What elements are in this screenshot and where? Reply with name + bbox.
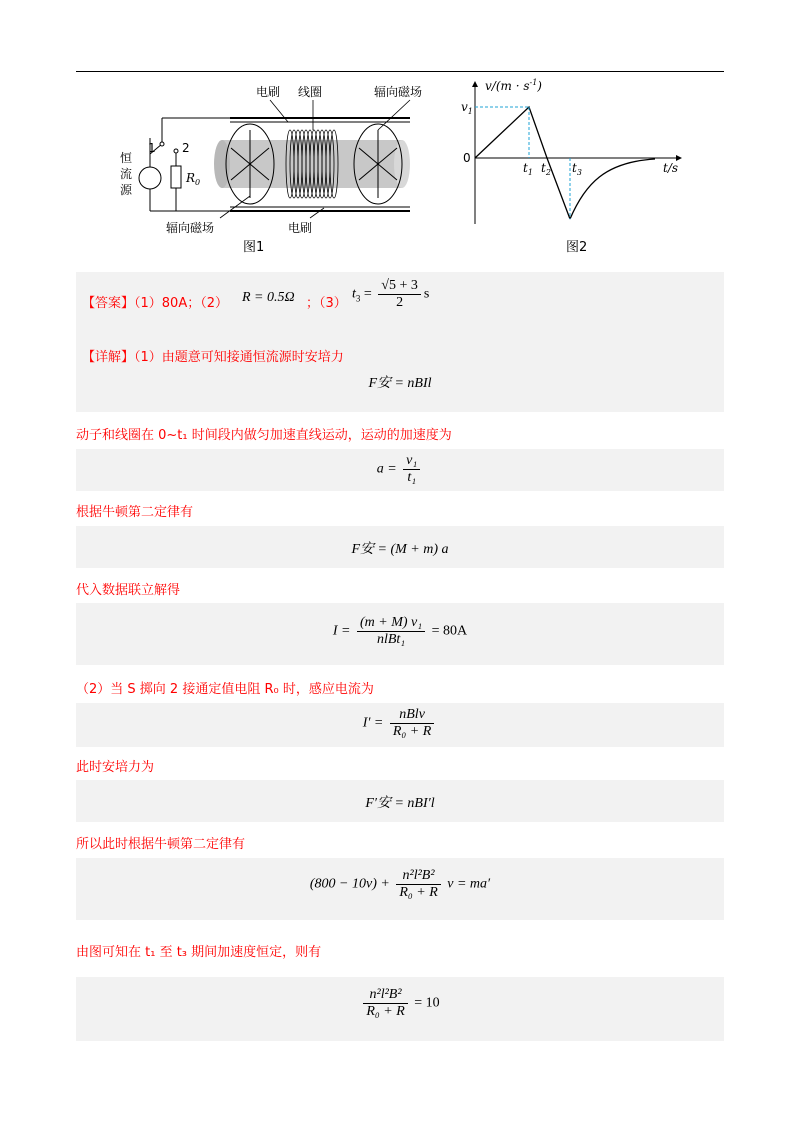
text-line-5: （2）当 S 掷向 2 接通定值电阻 R₀ 时，感应电流为 <box>76 682 374 697</box>
equation-1: F安 = nBIl <box>368 376 432 391</box>
label-resistor: $R_0$ <box>186 171 201 187</box>
answer-line <box>82 292 228 311</box>
text-line-7: 所以此时根据牛顿第二定律有 <box>76 837 246 852</box>
equation-6: F′安 = nBI′l <box>365 796 435 811</box>
figure-2-caption: 图2 <box>566 240 588 255</box>
y-tick-v1: $v_1$ <box>461 100 473 116</box>
label-switch-1: 1 <box>148 141 156 155</box>
x-tick-t3: $t_3$ <box>572 161 582 177</box>
equation-box-2 <box>76 449 724 491</box>
y-axis-label: $v/(m \cdot s^{-1})$ <box>485 78 542 93</box>
x-axis-label: t/s <box>663 161 679 175</box>
answer-part3-eq: $t_3$ = $\frac{√5 + 3}{2}$ s <box>352 278 430 310</box>
answer-part2-eq: R = 0.5Ω <box>242 290 295 305</box>
figure-1 <box>110 78 440 256</box>
label-radial-field-bottom: 辐向磁场 <box>166 221 215 235</box>
text-line-4: 代入数据联立解得 <box>76 583 181 598</box>
label-coil: 线圈 <box>298 85 323 99</box>
label-switch-2: 2 <box>182 141 190 155</box>
equation-box-8 <box>76 977 724 1041</box>
label-source: 恒流源 <box>120 151 133 197</box>
equation-box-3 <box>76 526 724 568</box>
equation-box-7 <box>76 858 724 920</box>
equation-4: I = $\frac{\text{(m + M) v₁}}{\text{nlBt₁}}$ = 80A <box>332 615 468 647</box>
detail-tag: 【详解】 <box>82 350 135 365</box>
figure-1-diagram <box>110 78 440 256</box>
label-radial-field-top: 辐向磁场 <box>374 85 423 99</box>
equation-7: (800 − 10v) + $\frac{\text{n²l²B²}}{\text{R₀ + R}}$ v = ma′ <box>309 868 491 900</box>
text-line-3: 根据牛顿第二定律有 <box>76 505 194 520</box>
figure-1-caption: 图1 <box>243 240 265 255</box>
resistor-icon <box>171 166 181 188</box>
equation-box-5 <box>76 703 724 747</box>
x-tick-t1: $t_1$ <box>523 161 533 177</box>
answer-part1: （1）80A；（2） <box>134 296 228 311</box>
cylinder <box>222 140 402 188</box>
answer-part2-sep: ；（3） <box>306 296 347 311</box>
equation-box-4 <box>76 603 724 665</box>
figure-2 <box>455 74 695 234</box>
x-tick-t2: $t_2$ <box>541 161 551 177</box>
answer-box <box>76 272 724 412</box>
equation-2: a = $\frac{\text{v₁}}{\text{t₁}}$ <box>76 453 724 486</box>
answer-tag: 【答案】 <box>82 296 135 311</box>
figure-2-graph <box>455 74 695 234</box>
text-line-8: 由图可知在 t₁ 至 t₃ 期间加速度恒定，则有 <box>76 945 322 960</box>
text-line-2: 动子和线圈在 0~t₁ 时间段内做匀加速直线运动，运动的加速度为 <box>76 428 452 443</box>
equation-3: F安 = (M + m) a <box>351 542 449 557</box>
current-source-icon <box>139 167 161 189</box>
label-brush-bottom: 电刷 <box>288 221 313 235</box>
equation-5: I′ = $\frac{\text{nBlv}}{\text{R₀ + R}}$ <box>76 707 724 740</box>
text-line-6: 此时安培力为 <box>76 760 155 775</box>
label-brush-top: 电刷 <box>256 85 281 99</box>
equation-8: $\frac{\text{n²l²B²}}{\text{R₀ + R}}$ = 10 <box>76 987 724 1020</box>
origin-label: 0 <box>463 151 471 165</box>
equation-box-6 <box>76 780 724 822</box>
header-rule <box>76 71 724 72</box>
velocity-curve-decay <box>570 159 655 219</box>
detail-intro: 【详解】（1）由题意可知接通恒流源时安培力 <box>82 350 344 365</box>
